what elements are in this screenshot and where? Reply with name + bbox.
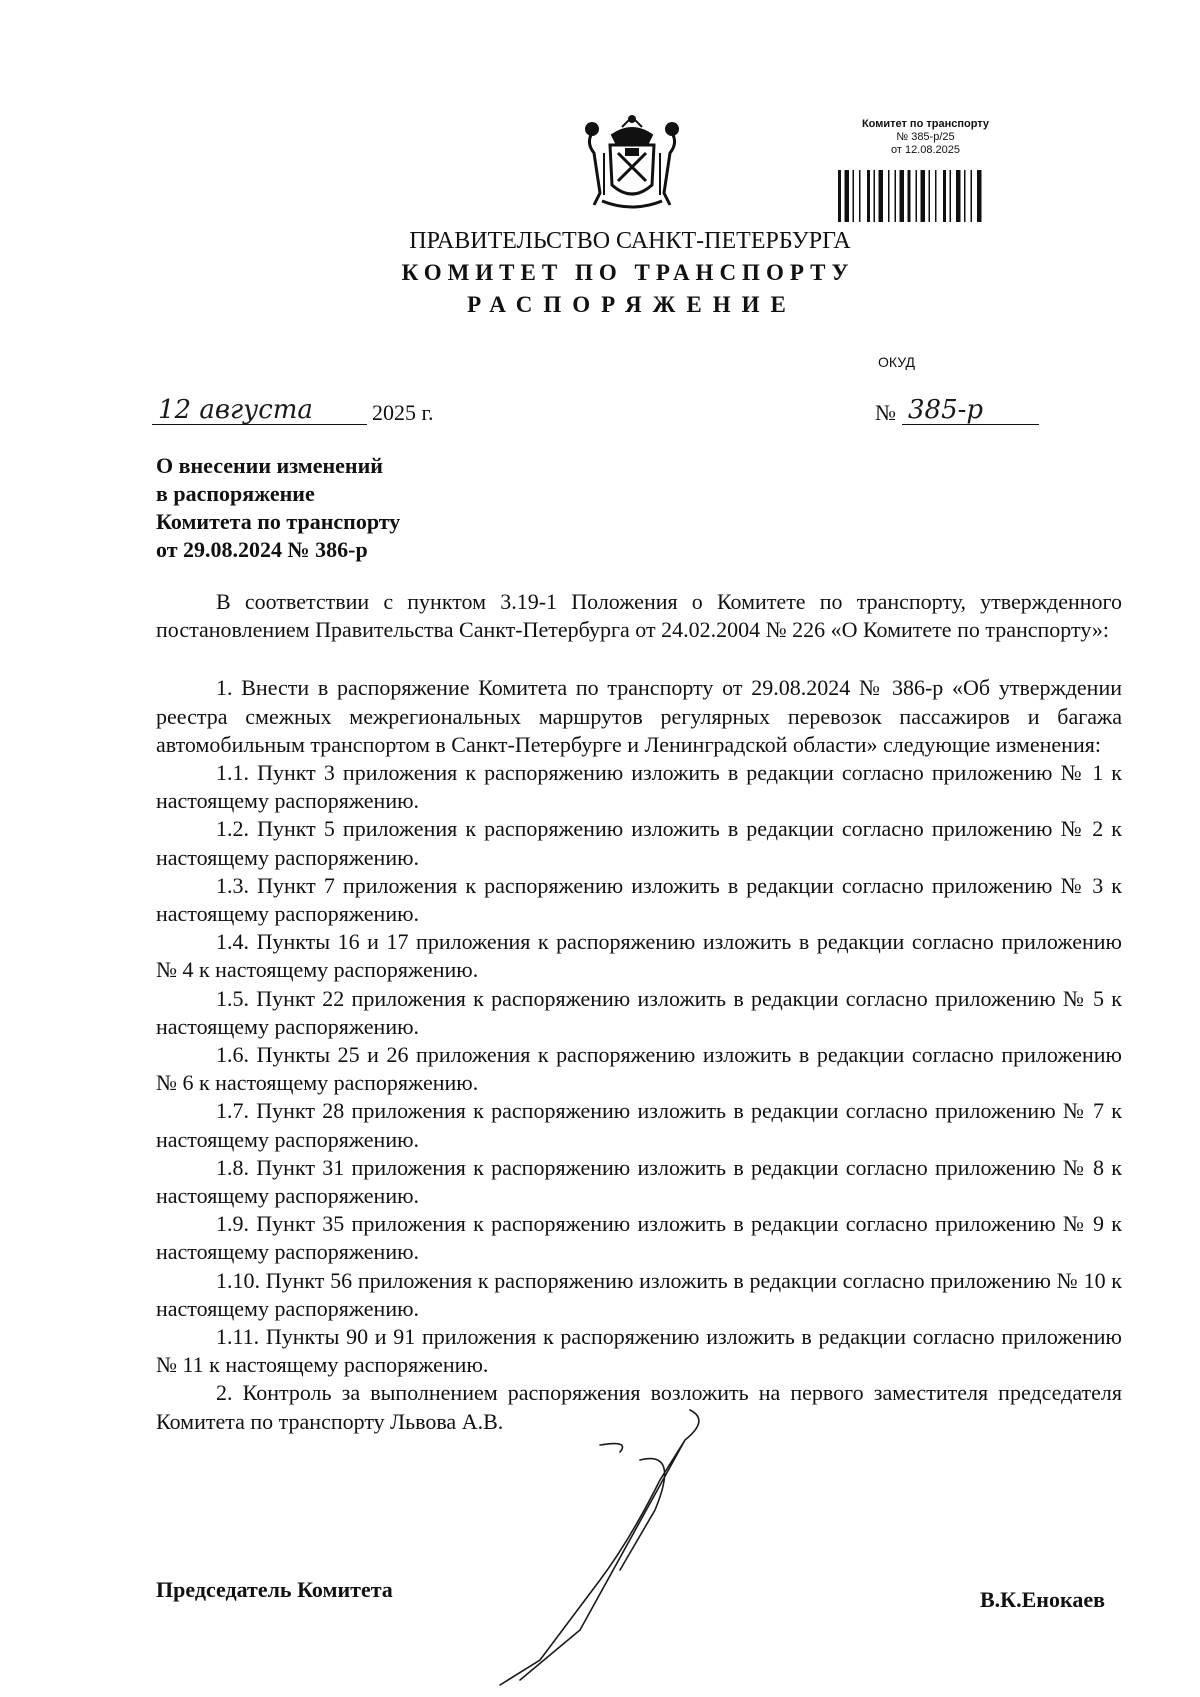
- barcode-bar: [908, 170, 911, 222]
- item-1-5: 1.5. Пункт 22 приложения к распоряжению изложить в редакции согласно приложению № 5 к настоящему распоряжению.: [156, 985, 1122, 1039]
- subject-line-2: в распоряжение: [156, 481, 315, 506]
- coat-of-arms-emblem: [582, 113, 682, 213]
- subject-line-4: от 29.08.2024 № 386-р: [156, 537, 368, 562]
- barcode-bar: [867, 170, 870, 222]
- document-type: РАСПОРЯЖЕНИЕ: [467, 292, 797, 317]
- barcode-bar: [943, 170, 946, 222]
- stamp-org: Комитет по транспорту: [861, 118, 990, 130]
- subject-line-1: О внесении изменений: [156, 453, 383, 478]
- item-1-9: 1.9. Пункт 35 приложения к распоряжению изложить в редакции согласно приложению № 9 к настоящему распоряжению.: [156, 1211, 1122, 1265]
- number-underline: [902, 424, 1039, 425]
- government-title: ПРАВИТЕЛЬСТВО САНКТ-ПЕТЕРБУРГА: [409, 228, 851, 254]
- barcode-bar: [853, 170, 855, 222]
- item-1-8: 1.8. Пункт 31 приложения к распоряжению изложить в редакции согласно приложению № 8 к настоящему распоряжению.: [156, 1154, 1122, 1209]
- barcode-bar: [845, 170, 850, 222]
- item-1-7: 1.7. Пункт 28 приложения к распоряжению изложить в редакции согласно приложению № 7 к настоящему распоряжению.: [156, 1098, 1122, 1152]
- handwritten-date: [152, 392, 370, 426]
- item-1-6: 1.6. Пункты 25 и 26 приложения к распоряжению изложить в редакции согласно приложению № 6 к настоящему распоряжению.: [156, 1042, 1122, 1096]
- item-1-11: 1.11. Пункты 90 и 91 приложения к распоряжению изложить в редакции согласно приложению № 11 к настоящему распоряжению.: [156, 1324, 1122, 1378]
- okud-label: ОКУД: [878, 354, 915, 370]
- signer-title: Председатель Комитета: [156, 1577, 393, 1602]
- barcode-bar: [874, 170, 876, 222]
- date-underline: [152, 424, 367, 425]
- barcode-bar: [971, 170, 973, 222]
- item-1-1: 1.1. Пункт 3 приложения к распоряжению изложить в редакции согласно приложению № 1 к настоящему распоряжению.: [156, 760, 1122, 814]
- barcode-bar: [921, 170, 926, 222]
- barcode-bar: [956, 170, 961, 222]
- signer-name: В.К.Енокаев: [980, 1587, 1105, 1612]
- barcode-bar: [879, 170, 884, 222]
- svg-text:385-р: 385-р: [908, 395, 984, 425]
- svg-text:12 августа: 12 августа: [158, 395, 313, 425]
- handwritten-number: [904, 392, 1034, 426]
- registration-stamp: [828, 118, 1023, 157]
- barcode-bar: [916, 170, 918, 222]
- item-1-10: 1.10. Пункт 56 приложения к распоряжению изложить в редакции согласно приложению № 10 к настоящему распоряжению.: [156, 1267, 1122, 1321]
- handwritten-signature: [480, 1400, 780, 1690]
- barcode-bar: [929, 170, 931, 222]
- year-label: 2025 г.: [372, 400, 434, 425]
- barcode-bar: [895, 170, 897, 222]
- barcode-bar: [900, 170, 905, 222]
- barcode-bar: [888, 170, 890, 222]
- item-1: 1. Внести в распоряжение Комитета по транспорту от 29.08.2024 № 386-р «Об утверждении реестра смежных межрегиональных маршрутов регулярных перевозок пассажиров и багажа автомобильным транспортом в Санкт-Петербурге и Ленинградской области» следующие изменения:: [156, 675, 1122, 757]
- item-1-2: 1.2. Пункт 5 приложения к распоряжению изложить в редакции согласно приложению № 2 к настоящему распоряжению.: [156, 816, 1122, 870]
- stamp-date: от 12.08.2025: [890, 144, 961, 156]
- number-sign: №: [875, 400, 896, 425]
- stamp-number: № 385-р/25: [896, 131, 955, 143]
- item-1-3: 1.3. Пункт 7 приложения к распоряжению изложить в редакции согласно приложению № 3 к настоящему распоряжению.: [156, 872, 1122, 927]
- subject-line-3: Комитета по транспорту: [156, 509, 401, 534]
- barcode: [838, 170, 1016, 222]
- document-body: [156, 588, 1122, 1436]
- preamble: В соответствии с пунктом 3.19-1 Положения о Комитете по транспорту, утвержденного постановлением Правительства Санкт-Петербурга от 24.02.2004 № 226 «О Комитете по транспорту»:: [156, 589, 1122, 643]
- document-subject: [156, 452, 400, 564]
- barcode-bar: [977, 170, 982, 222]
- barcode-bar: [935, 170, 937, 222]
- barcode-bar: [950, 170, 952, 222]
- committee-title: КОМИТЕТ ПО ТРАНСПОРТУ: [401, 260, 855, 285]
- item-2: 2. Контроль за выполнением распоряжения возложить на первого заместителя председателя Комитета по транспорту Львова А.В.: [156, 1380, 1122, 1434]
- barcode-bar: [838, 170, 841, 222]
- barcode-bar: [964, 170, 966, 222]
- item-1-4: 1.4. Пункты 16 и 17 приложения к распоряжению изложить в редакции согласно приложению № 4 к настоящему распоряжению.: [156, 929, 1122, 983]
- barcode-bar: [859, 170, 861, 222]
